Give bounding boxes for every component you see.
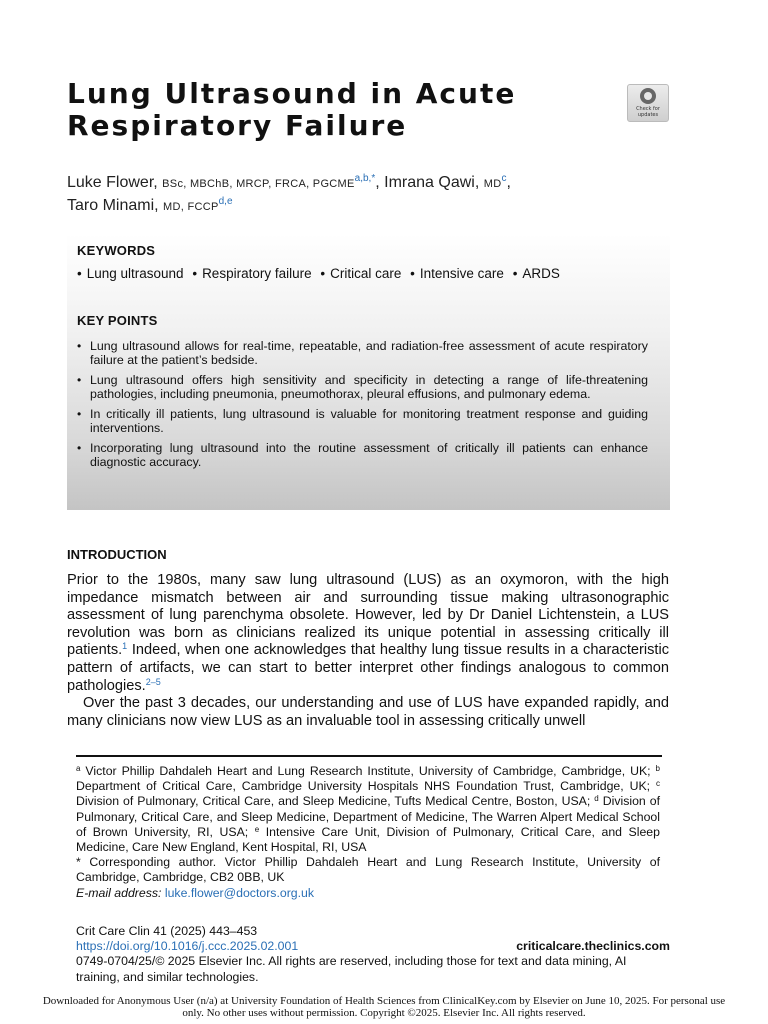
keywords-keypoints-box (67, 234, 670, 510)
keyword-bullet: • (512, 266, 518, 281)
check-for-updates-icon (640, 88, 656, 104)
email-link[interactable]: luke.flower@doctors.org.uk (164, 885, 315, 900)
key-point: • Lung ultrasound offers high sensitivity and specificity in detecting a range of life-threatening pathologies, including pneumonia, pneumothorax, pleural effusions, and pulmonary edema. (77, 373, 648, 401)
key-points-heading: KEY POINTS (77, 313, 158, 328)
keyword: ARDS (522, 266, 560, 281)
download-notice: Downloaded for Anonymous User (n/a) at University Foundation of Health Sciences from ClinicalKey.com by Elsevier on June 10, 2025. For personal use only. No other uses without permission. Copyright ©2025. Elsevier Inc. All rights reserved. (42, 995, 726, 1019)
author-name: , Imrana Qawi, (375, 174, 480, 191)
key-point: • Lung ultrasound allows for real-time, repeatable, and radiation-free assessment of acute respiratory failure at the patient’s bedside. (77, 339, 648, 367)
keyword: Intensive care (419, 266, 504, 281)
title-line-2: Respiratory Failure (67, 109, 408, 142)
doi-link[interactable]: https://doi.org/10.1016/j.ccc.2025.02.001 (76, 939, 299, 954)
author-degrees: MD, FCCP (163, 201, 219, 213)
keyword: Critical care (330, 266, 402, 281)
keyword-bullet: • (410, 266, 415, 281)
keywords-heading: KEYWORDS (77, 243, 156, 258)
key-point: • In critically ill patients, lung ultrasound is valuable for monitoring treatment response and guiding interventions. (77, 407, 648, 435)
author-name: Taro Minami, (67, 197, 159, 214)
keyword-bullet: • (192, 266, 198, 281)
key-points-list (77, 339, 648, 475)
footnotes (76, 764, 660, 901)
article-title (67, 78, 587, 142)
author-degrees: MD (483, 178, 502, 190)
introduction-heading: INTRODUCTION (67, 547, 167, 562)
author-name: Luke Flower, (67, 174, 158, 191)
key-point: • Incorporating lung ultrasound into the routine assessment of critically ill patients can enhance diagnostic accuracy. (77, 441, 648, 469)
corresponding-author: * Corresponding author. Victor Phillip Dahdaleh Heart and Lung Research Institute, University of Cambridge, Cambridge, CB2 0BB, UK (76, 855, 660, 885)
journal-citation: Crit Care Clin 41 (2025) 443–453 (76, 924, 258, 938)
author-degrees: BSc, MBChB, MRCP, FRCA, PGCME (162, 178, 355, 190)
keyword: Lung ultrasound (86, 266, 184, 281)
keyword-bullet: • (320, 266, 326, 281)
keyword-bullet: • (77, 266, 82, 281)
introduction-body (67, 572, 669, 730)
paragraph: Prior to the 1980s, many saw lung ultrasound (LUS) as an oxymoron, with the high impedance mismatch between air and surrounding tissue making ultrasonographic assessment of lung parenchyma obsolete. However, led by Dr Daniel Lichtenstein, a LUS revolution was born as clinicians realized its unique potential in assessing critically ill patients.$^1$ Indeed, when one acknowledges that healthy lung tissue results in a characteristic pattern of artifacts, we can start to better interpret other findings analogous to common pathologies.$^{2-5}$ (67, 572, 669, 694)
affiliation-marker[interactable]: c (501, 173, 507, 184)
keywords-line (77, 266, 560, 281)
title-line-1: Lung Ultrasound in Acute (67, 77, 517, 110)
author-line-2 (67, 195, 667, 218)
affiliation-marker[interactable]: d,e (218, 196, 233, 207)
citation-block (76, 924, 670, 985)
footnote-divider (76, 755, 662, 757)
author-line-1: Luke Flower, BSc, MBChB, MRCP, FRCA, $PGCME^{a,b,*}$, Imrana Qawi, $MD^c$, (67, 173, 511, 191)
badge-label: Check for updates (636, 106, 660, 118)
paragraph: Over the past 3 decades, our understanding and use of LUS have expanded rapidly, and many clinicians now view LUS as an invaluable tool in assessing critically unwell (67, 695, 669, 729)
keyword: Respiratory failure (202, 266, 312, 281)
rights-statement: 0749-0704/25/© 2025 Elsevier Inc. All rights are reserved, including those for text and data mining, AI training, and similar technologies. (76, 954, 627, 984)
check-for-updates-badge[interactable] (627, 84, 669, 122)
affiliations: $^a$ Victor Phillip Dahdaleh Heart and Lung Research Institute, University of Cambridge, Cambridge, UK; $^b$ Department of Critical Care, Cambridge University Hospitals NHS Foundation Trust, Cambridge, UK; $^c$ Division of Pulmonary, Critical Care, and Sleep Medicine, Tufts Medical Centre, Boston, USA; $^d$ Division of Pulmonary, Critical Care, and Sleep Medicine, Department of Medicine, The Warren Alpert Medical School of Brown University, RI, USA; $^e$ Intensive Care Unit, Division of Pulmonary, Critical Care, and Sleep Medicine, Care New England, Kent Hospital, RI, USA (76, 764, 660, 855)
email-label: E-mail address: (76, 885, 162, 900)
reference-link[interactable]: 1 (122, 641, 128, 652)
reference-link[interactable]: 2–5 (145, 676, 161, 687)
journal-site: criticalcare.theclinics.com (516, 939, 670, 954)
author-list (67, 172, 667, 218)
affiliation-marker[interactable]: a,b,* (354, 173, 376, 184)
email-line (76, 886, 660, 901)
